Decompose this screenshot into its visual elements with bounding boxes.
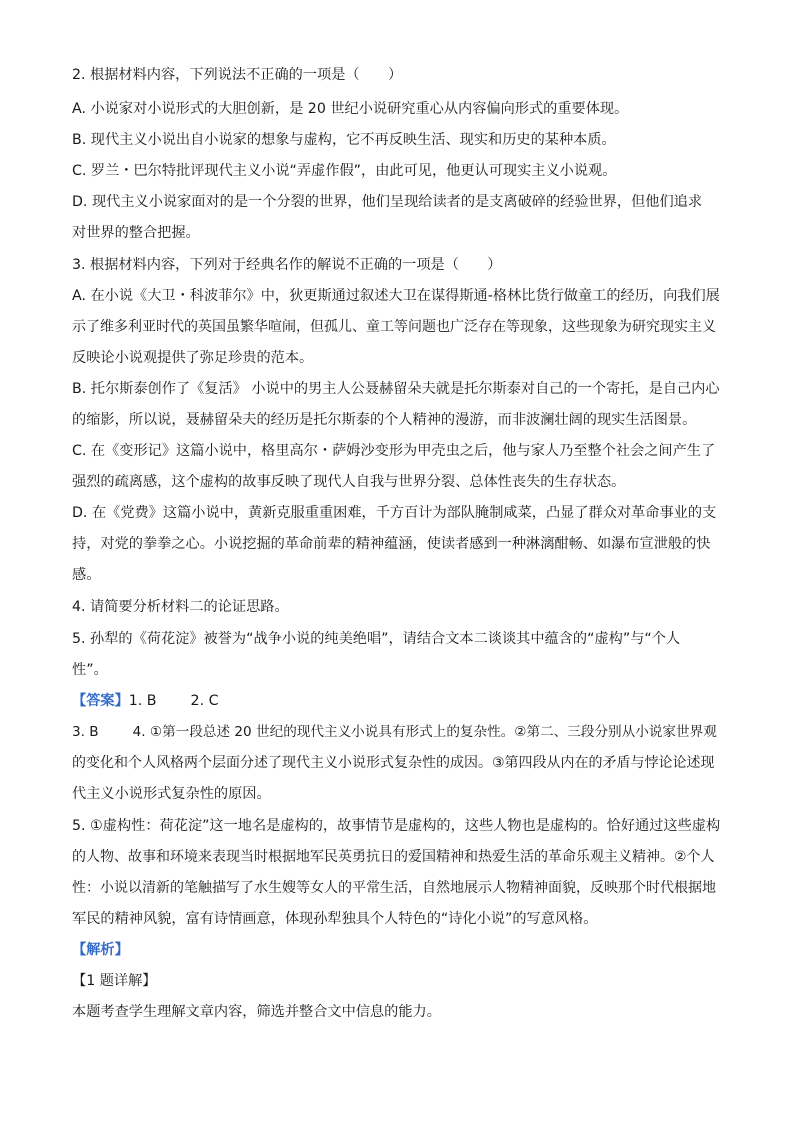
answer-tag: 【答案】 — [72, 693, 129, 709]
answer-5-line3: 性：小说以清新的笔触描写了水生嫂等女人的平常生活，自然地展示人物精神面貌，反映那个时代根据地 — [72, 880, 716, 896]
question-3-option-a-line1: A. 在小说《大卫・科波菲尔》中，狄更斯通过叙述大卫在谋得斯通-格林比货行做童工的经历，向我们展 — [72, 288, 720, 304]
question-3-stem: 3. 根据材料内容，下列对于经典名作的解说不正确的一项是（ ） — [72, 257, 502, 273]
question-5-stem-line2: 性”。 — [72, 662, 108, 678]
answer-row-1 — [72, 691, 219, 711]
question-2-option-d-line2: 对世界的整合把握。 — [72, 225, 200, 241]
question-4-stem: 4. 请简要分析材料二的论证思路。 — [72, 599, 289, 615]
question-3-option-d-line2: 持，对党的拳拳之心。小说挖掘的革命前辈的精神蕴涵，使读者感到一种淋漓酣畅、如瀑布宣泄般的快 — [72, 536, 711, 552]
answer-4-line2: 的变化和个人风格两个层面分述了现代主义小说形式复杂性的成因。③第四段从内在的矛盾与悖论论述现 — [72, 755, 715, 771]
question-3-option-a-line2: 示了维多利亚时代的英国虽繁华喧闹，但孤儿、童工等问题也广泛存在等现象，这些现象为研究现实主义 — [72, 319, 716, 335]
question-3-option-a-line3: 反映论小说观提供了弥足珍贵的范本。 — [72, 350, 314, 366]
answer-2: 2. C — [190, 693, 219, 709]
question-2-option-a: A. 小说家对小说形式的大胆创新，是 20 世纪小说研究重心从内容偏向形式的重要体现。 — [72, 101, 629, 117]
answer-4-line3: 代主义小说形式复杂性的原因。 — [72, 786, 271, 802]
answer-4-line1: 4. ①第一段总述 20 世纪的现代主义小说具有形式上的复杂性。②第二、三段分别从小说家世界观 — [132, 724, 717, 740]
question-3-option-d-line3: 感。 — [72, 567, 101, 583]
question-2-option-b: B. 现代主义小说出自小说家的想象与虚构，它不再反映生活、现实和历史的某种本质。 — [72, 132, 616, 148]
analysis-subheading-q1: 【1 题详解】 — [72, 973, 157, 989]
question-2-stem: 2. 根据材料内容，下列说法不正确的一项是（ ） — [72, 67, 403, 83]
analysis-text-q1: 本题考查学生理解文章内容，筛选并整合文中信息的能力。 — [72, 1004, 441, 1020]
question-2-option-d-line1: D. 现代主义小说家面对的是一个分裂的世界，他们呈现给读者的是支离破碎的经验世界，但他们追求 — [72, 194, 703, 210]
answer-row-2 — [72, 722, 717, 742]
answer-1: 1. B — [128, 693, 157, 709]
question-5-stem-line1: 5. 孙犁的《荷花淀》被誉为“战争小说的纯美绝唱”，请结合文本二谈谈其中蕴含的“虚构”与“个人 — [72, 631, 681, 647]
question-3-option-b-line1: B. 托尔斯泰创作了《复活》 小说中的男主人公聂赫留朵夫就是托尔斯泰对自己的一个寄托，是自己内心 — [72, 381, 720, 397]
question-3-option-c-line1: C. 在《变形记》这篇小说中，格里高尔・萨姆沙变形为甲壳虫之后，他与家人乃至整个社会之间产生了 — [72, 443, 716, 459]
question-3-option-d-line1: D. 在《党费》这篇小说中，黄新克服重重困难，千方百计为部队腌制咸菜，凸显了群众对革命事业的支 — [72, 505, 717, 521]
question-2-option-c: C. 罗兰・巴尔特批评现代主义小说“弄虚作假”，由此可见，他更认可现实主义小说观。 — [72, 163, 617, 179]
answer-3: 3. B — [72, 724, 99, 740]
question-3-option-c-line2: 强烈的疏离感，这个虚构的故事反映了现代人自我与世界分裂、总体性丧失的生存状态。 — [72, 474, 626, 490]
question-3-option-b-line2: 的缩影，所以说，聂赫留朵夫的经历是托尔斯泰的个人精神的漫游，而非波澜壮阔的现实生活图景。 — [72, 412, 697, 428]
analysis-tag: 【解析】 — [72, 942, 129, 958]
answer-5-line2: 的人物、故事和环境来表现当时根据地军民英勇抗日的爱国精神和热爱生活的革命乐观主义精神。②个人 — [72, 849, 715, 865]
answer-5-line4: 军民的精神风貌，富有诗情画意，体现孙犁独具个人特色的“诗化小说”的写意风格。 — [72, 911, 598, 927]
answer-5-line1: 5. ①虚构性：荷花淀”这一地名是虚构的，故事情节是虚构的，这些人物也是虚构的。恰好通过这些虚构 — [72, 818, 721, 834]
